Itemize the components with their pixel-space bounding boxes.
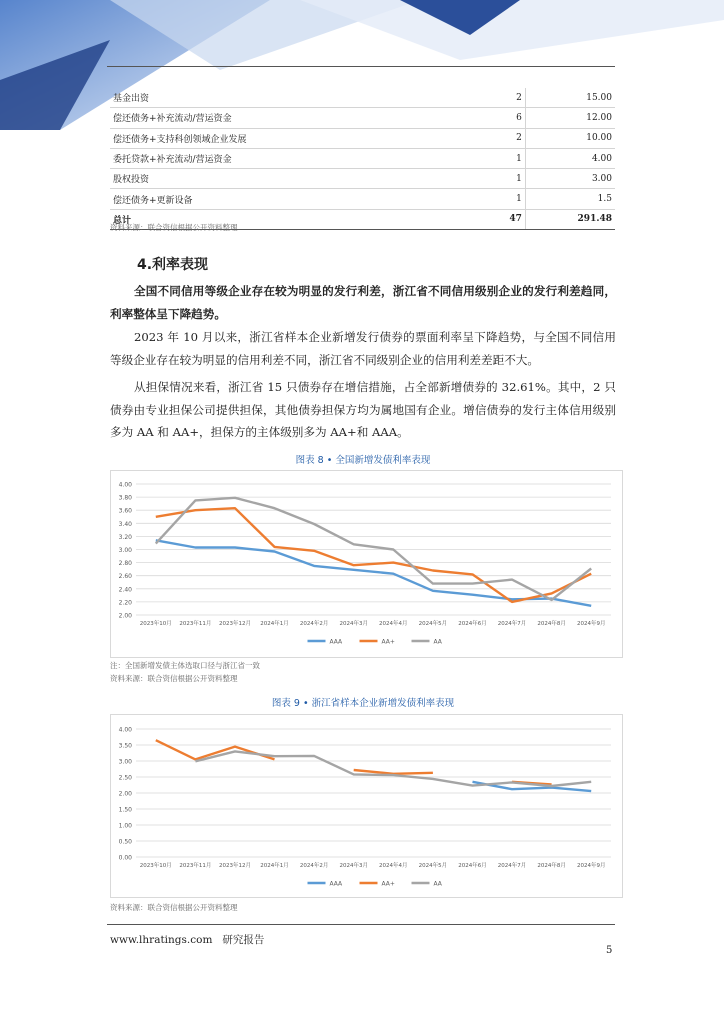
footer-report-label: 研究报告 [222, 934, 265, 946]
count-cell: 2 [423, 88, 526, 108]
count-cell: 1 [423, 169, 526, 189]
x-tick-label: 2024年8月 [537, 863, 566, 869]
count-cell: 47 [423, 209, 526, 229]
x-tick-label: 2024年4月 [379, 621, 408, 627]
chart8-frame [110, 470, 623, 658]
y-tick-label: 1.50 [118, 806, 132, 814]
table-row [110, 108, 615, 128]
legend-label: AA+ [381, 638, 395, 646]
series-line-AAA [156, 540, 591, 606]
y-tick-label: 0.00 [118, 854, 132, 862]
count-cell: 1 [423, 189, 526, 209]
chart8-svg [111, 471, 622, 657]
y-tick-label: 1.00 [118, 822, 132, 830]
x-tick-label: 2024年5月 [418, 863, 448, 869]
amount-cell: 4.00 [525, 148, 615, 168]
amount-cell: 10.00 [525, 128, 615, 148]
purpose-cell: 偿还债务+更新设备 [110, 189, 423, 209]
x-tick-label: 2024年3月 [339, 621, 368, 627]
chart8-note: 注：全国新增发债主体选取口径与浙江省一致 [110, 661, 260, 670]
section-heading: 4.利率表现 [137, 257, 209, 273]
x-tick-label: 2024年9月 [576, 621, 606, 627]
y-tick-label: 3.40 [118, 520, 132, 528]
chart9-caption: 图表 9 • 浙江省样本企业新增发债利率表现 [271, 698, 455, 709]
x-tick-label: 2024年7月 [497, 863, 527, 869]
x-tick-label: 2024年2月 [299, 863, 329, 869]
amount-cell: 15.00 [525, 88, 615, 108]
paragraph-trend: 2023 年 10 月以来，浙江省样本企业新增发行债券的票面利率呈下降趋势，与全国不同信用等级企业存在较为明显的信用利差不同，浙江省不同级别企业的信用利差差距不大。 [110, 330, 616, 367]
x-tick-label: 2024年1月 [260, 863, 289, 869]
legend-label: AAA [329, 880, 343, 888]
purpose-cell: 偿还债务+补充流动/营运资金 [110, 108, 423, 128]
y-tick-label: 2.20 [118, 599, 132, 607]
y-tick-label: 2.60 [118, 573, 132, 581]
chart9-frame [110, 714, 623, 898]
table-row [110, 189, 615, 209]
x-tick-label: 2024年6月 [458, 863, 487, 869]
chart8-source: 资料来源：联合资信根据公开资料整理 [110, 674, 238, 683]
y-tick-label: 3.00 [118, 547, 132, 554]
purpose-cell: 委托贷款+补充流动/营运资金 [110, 148, 423, 168]
count-cell: 1 [423, 148, 526, 168]
table-row [110, 148, 615, 168]
amount-cell: 12.00 [525, 108, 615, 128]
y-tick-label: 2.40 [118, 586, 132, 594]
y-tick-label: 2.80 [118, 560, 132, 568]
footer-website-link[interactable]: www.lhratings.com [110, 934, 213, 946]
paragraph-summary: 全国不同信用等级企业存在较为明显的发行利差，浙江省不同信用级别企业的发行利差趋同，利率整体呈下降趋势。 [110, 284, 616, 321]
purpose-cell: 偿还债务+支持科创领域企业发展 [110, 128, 423, 148]
table-row [110, 169, 615, 189]
y-tick-label: 3.80 [118, 494, 132, 502]
y-tick-label: 3.50 [118, 742, 132, 750]
x-tick-label: 2024年5月 [418, 621, 448, 627]
chart8-caption: 图表 8 • 全国新增发债利率表现 [295, 455, 431, 466]
series-line-AA [156, 498, 591, 600]
x-tick-label: 2024年7月 [497, 621, 527, 627]
y-tick-label: 0.50 [118, 838, 132, 846]
y-tick-label: 3.20 [118, 533, 132, 541]
x-tick-label: 2024年2月 [299, 621, 329, 627]
x-tick-label: 2023年12月 [218, 863, 251, 869]
y-tick-label: 4.00 [118, 726, 132, 734]
y-tick-label: 2.50 [118, 774, 132, 782]
footer-text [110, 932, 264, 947]
table-row [110, 128, 615, 148]
x-tick-label: 2024年1月 [260, 621, 289, 627]
y-tick-label: 2.00 [118, 612, 132, 620]
y-tick-label: 3.60 [118, 507, 132, 515]
y-tick-label: 2.00 [118, 790, 132, 798]
amount-cell: 291.48 [525, 209, 615, 229]
amount-cell: 3.00 [525, 169, 615, 189]
x-tick-label: 2024年3月 [339, 863, 368, 869]
legend-label: AA+ [381, 880, 395, 888]
purpose-cell: 基金出资 [110, 88, 423, 108]
table-row [110, 88, 615, 108]
paragraph-guarantee: 从担保情况来看，浙江省 15 只债券存在增信措施，占全部新增债券的 32.61%。其中，2 只债券由专业担保公司提供担保，其他债券担保方均为属地国有企业。增信债券的发行主体信用级别多为 AA 和 AA+，担保方的主体级别多为 AA+和 AAA。 [110, 380, 616, 439]
y-tick-label: 3.00 [118, 758, 132, 766]
count-cell: 2 [423, 128, 526, 148]
chart9-svg [111, 715, 622, 897]
legend-label: AA [433, 880, 442, 888]
legend-label: AA [433, 638, 442, 646]
y-tick-label: 4.00 [118, 481, 132, 489]
x-tick-label: 2023年10月 [139, 621, 172, 627]
purpose-cell: 总计 [110, 209, 423, 229]
x-tick-label: 2023年10月 [139, 863, 172, 869]
count-cell: 6 [423, 108, 526, 128]
header-rule [107, 66, 615, 67]
series-line-AA [195, 751, 591, 786]
legend-label: AAA [329, 638, 343, 646]
amount-cell: 1.5 [525, 189, 615, 209]
footer-rule [107, 924, 615, 925]
x-tick-label: 2024年9月 [576, 863, 606, 869]
chart9-source: 资料来源：联合资信根据公开资料整理 [110, 903, 238, 912]
x-tick-label: 2024年8月 [537, 621, 566, 627]
x-tick-label: 2023年11月 [179, 621, 212, 627]
table-source-note: 资料来源：联合资信根据公开资料整理 [110, 223, 238, 232]
x-tick-label: 2023年11月 [179, 863, 212, 869]
x-tick-label: 2023年12月 [218, 621, 251, 627]
purpose-cell: 股权投资 [110, 169, 423, 189]
x-tick-label: 2024年6月 [458, 621, 487, 627]
issuance-purpose-table [110, 88, 615, 230]
page-number: 5 [606, 945, 613, 956]
x-tick-label: 2024年4月 [379, 863, 408, 869]
series-line-AA+ [354, 770, 433, 774]
